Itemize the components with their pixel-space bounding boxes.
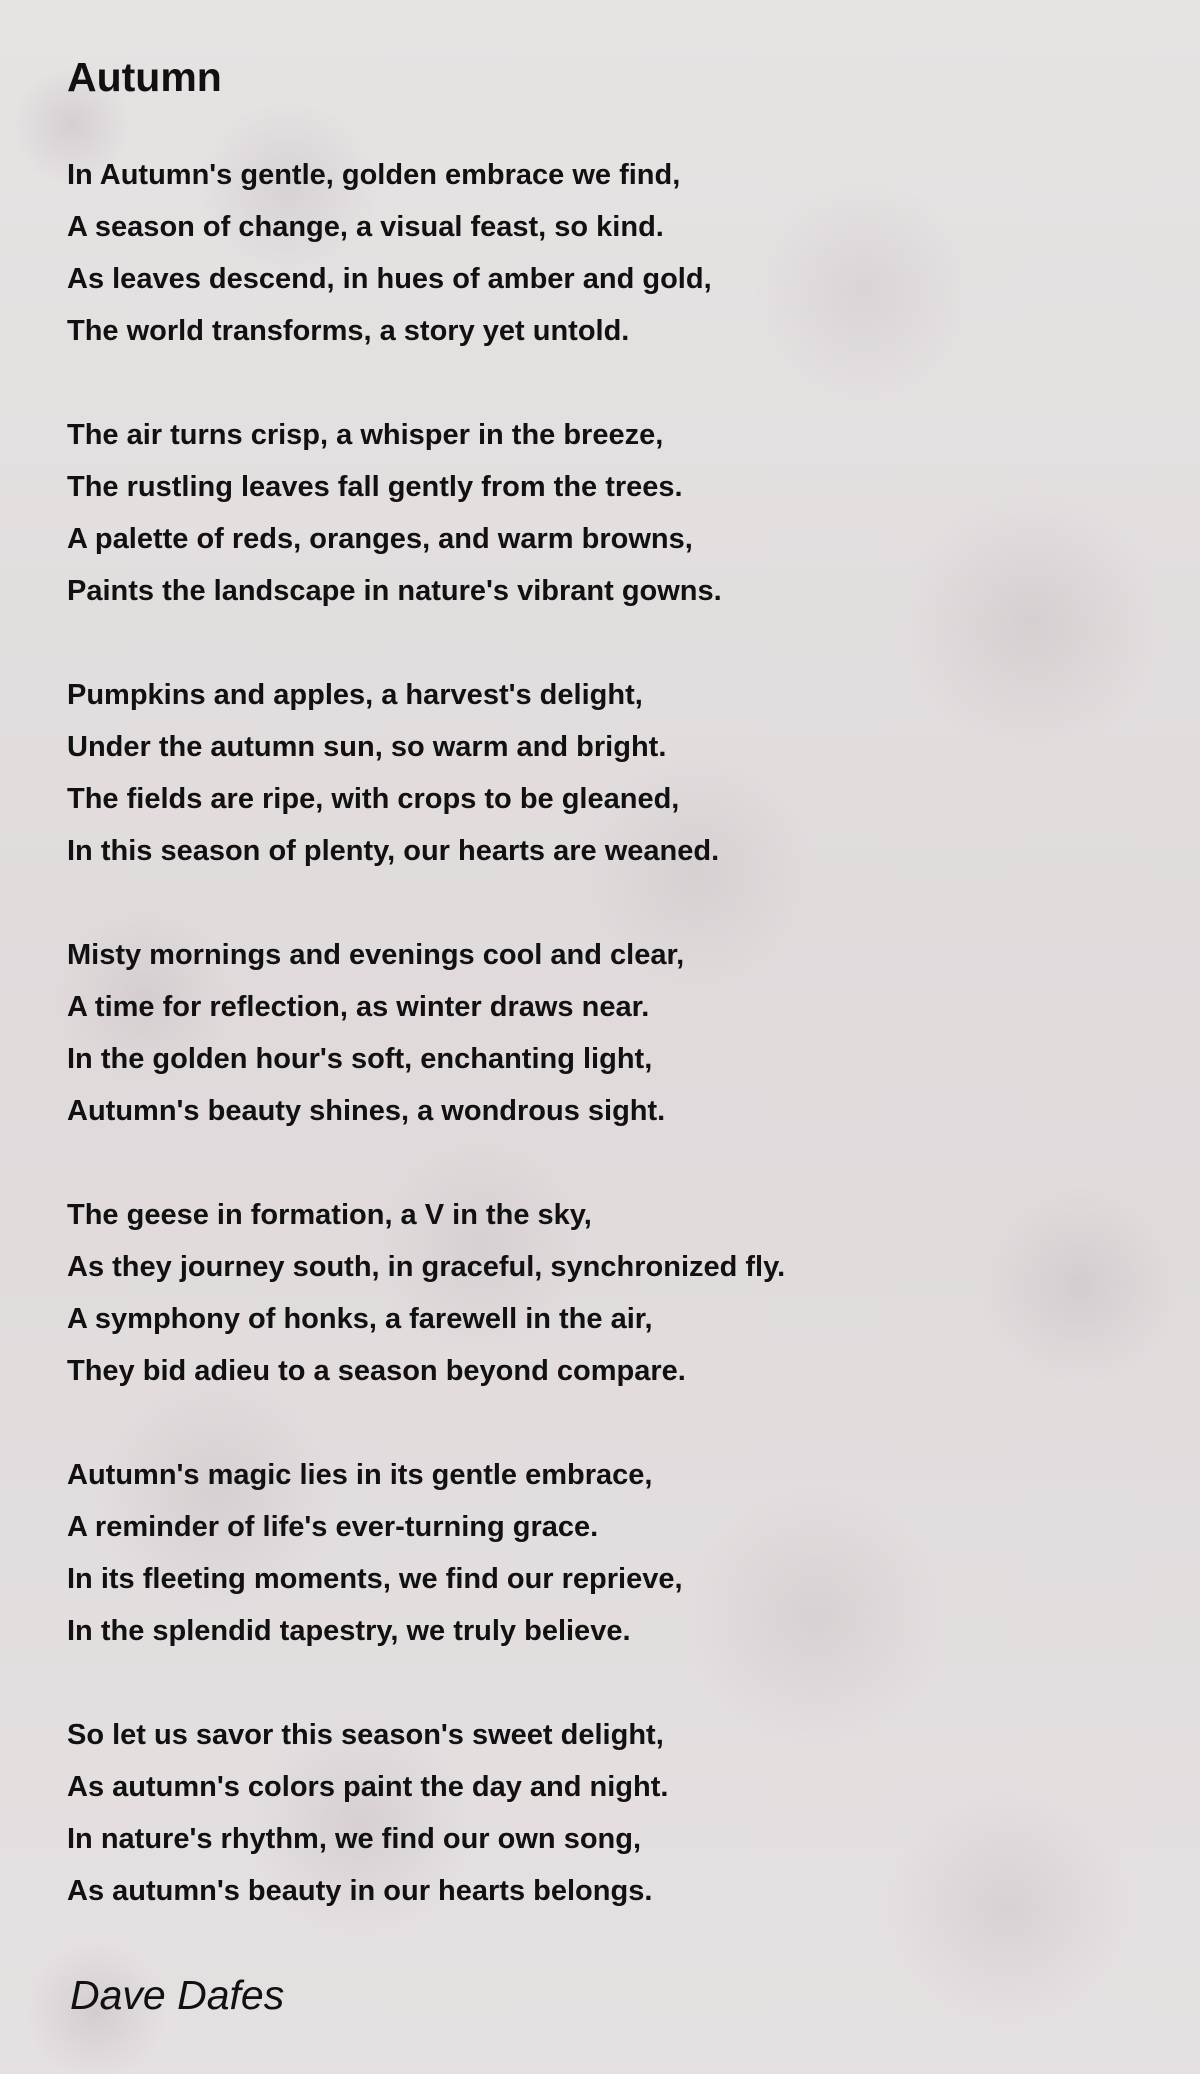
stanza-3 — [67, 669, 1167, 877]
stanza-1 — [67, 149, 1167, 357]
poem-line: A season of change, a visual feast, so kind. — [67, 211, 664, 243]
poem-line: In the golden hour's soft, enchanting light, — [67, 1043, 653, 1075]
poem-line: In the splendid tapestry, we truly believe. — [67, 1615, 631, 1647]
poem-line: The geese in formation, a V in the sky, — [67, 1199, 592, 1231]
poem-line: Misty mornings and evenings cool and clear, — [67, 939, 685, 971]
poem-title: Autumn — [67, 54, 222, 100]
poem-body — [67, 149, 1167, 1917]
stanza-7 — [67, 1709, 1167, 1917]
poem-line: So let us savor this season's sweet delight, — [67, 1719, 664, 1751]
poem-line: Under the autumn sun, so warm and bright. — [67, 731, 667, 763]
poem-line: A reminder of life's ever-turning grace. — [67, 1511, 599, 1543]
poem-line: A symphony of honks, a farewell in the air, — [67, 1303, 653, 1335]
stanza-4 — [67, 929, 1167, 1137]
poem-line: In nature's rhythm, we find our own song, — [67, 1823, 642, 1855]
poem-line: The rustling leaves fall gently from the trees. — [67, 471, 683, 503]
stanza-2 — [67, 409, 1167, 617]
poem-line: Autumn's magic lies in its gentle embrace, — [67, 1459, 653, 1491]
poem-line: In this season of plenty, our hearts are weaned. — [67, 835, 720, 867]
poem-line: A palette of reds, oranges, and warm browns, — [67, 523, 693, 555]
poem-line: Paints the landscape in nature's vibrant gowns. — [67, 575, 722, 607]
stanza-5 — [67, 1189, 1167, 1397]
poem-author: Dave Dafes — [70, 1972, 285, 2018]
poem-line: A time for reflection, as winter draws near. — [67, 991, 650, 1023]
poem-line: They bid adieu to a season beyond compare. — [67, 1355, 686, 1387]
poem-line: In its fleeting moments, we find our reprieve, — [67, 1563, 683, 1595]
poem-line: As they journey south, in graceful, synchronized fly. — [67, 1251, 786, 1283]
poem-line: As autumn's colors paint the day and night. — [67, 1771, 669, 1803]
stanza-6 — [67, 1449, 1167, 1657]
poem-line: The air turns crisp, a whisper in the breeze, — [67, 419, 664, 451]
poem-line: As autumn's beauty in our hearts belongs. — [67, 1875, 653, 1907]
poem-line: Autumn's beauty shines, a wondrous sight. — [67, 1095, 666, 1127]
poem-line: The fields are ripe, with crops to be gleaned, — [67, 783, 680, 815]
poem-line: The world transforms, a story yet untold. — [67, 315, 630, 347]
poem-page — [67, 0, 1167, 2021]
poem-line: In Autumn's gentle, golden embrace we find, — [67, 159, 681, 191]
poem-line: As leaves descend, in hues of amber and gold, — [67, 263, 712, 295]
poem-line: Pumpkins and apples, a harvest's delight, — [67, 679, 643, 711]
